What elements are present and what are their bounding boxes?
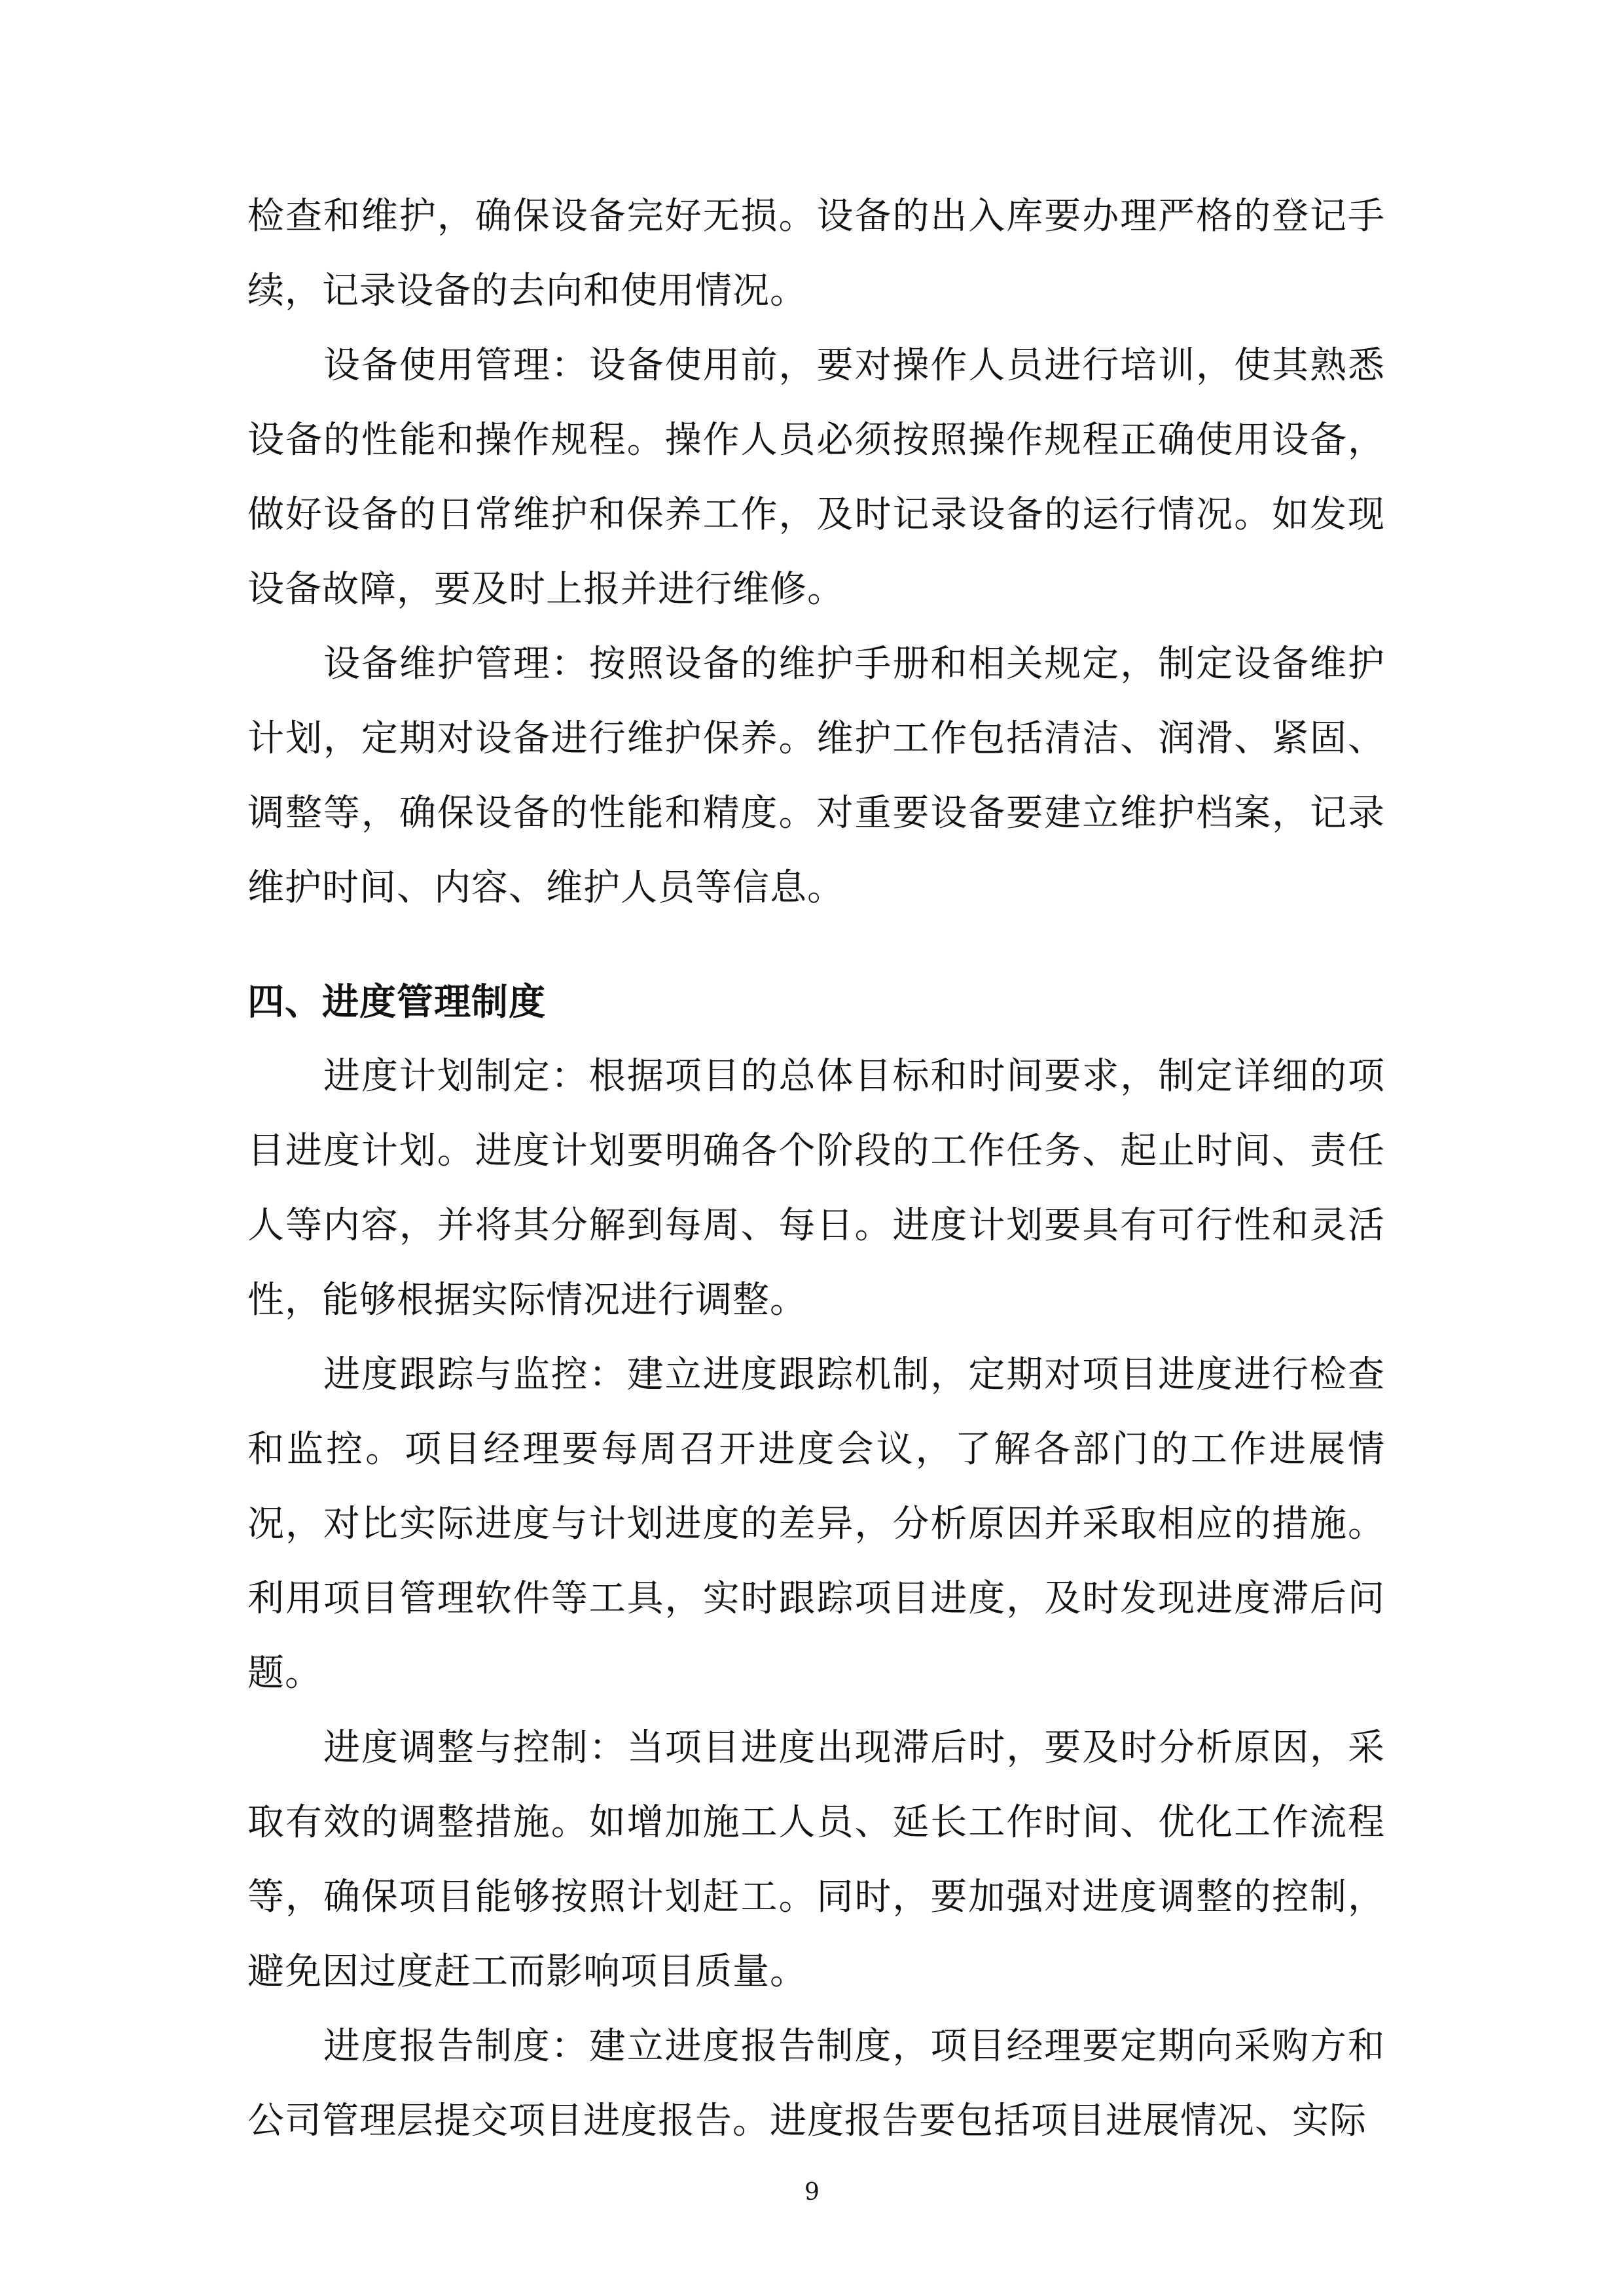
paragraph-schedule-planning: 进度计划制定：根据项目的总体目标和时间要求，制定详细的项目进度计划。进度计划要明确各个阶段的工作任务、起止时间、责任人等内容，并将其分解到每周、每日。进度计划要具有可行性和灵活性，能够根据实际情况进行调整。 <box>247 1055 1385 1321</box>
document-body <box>247 179 1385 2159</box>
paragraph-schedule-adjustment: 进度调整与控制：当项目进度出现滞后时，要及时分析原因，采取有效的调整措施。如增加施工人员、延长工作时间、优化工作流程等，确保项目能够按照计划赶工。同时，要加强对进度调整的控制，避免因过度赶工而影响项目质量。 <box>247 1727 1385 1993</box>
section-heading-schedule-management: 四、进度管理制度 <box>247 980 546 1024</box>
paragraph-equipment-usage: 设备使用管理：设备使用前，要对操作人员进行培训，使其熟悉设备的性能和操作规程。操作人员必须按照操作规程正确使用设备，做好设备的日常维护和保养工作，及时记录设备的运行情况。如发现设备故障，要及时上报并进行维修。 <box>247 344 1385 611</box>
paragraph-schedule-reporting: 进度报告制度：建立进度报告制度，项目经理要定期向采购方和公司管理层提交项目进度报告。进度报告要包括项目进展情况、实际 <box>247 2025 1385 2142</box>
paragraph-schedule-tracking: 进度跟踪与监控：建立进度跟踪机制，定期对项目进度进行检查和监控。项目经理要每周召开进度会议，了解各部门的工作进展情况，对比实际进度与计划进度的差异，分析原因并采取相应的措施。利用项目管理软件等工具，实时跟踪项目进度，及时发现进度滞后问题。 <box>247 1354 1385 1695</box>
paragraph-equipment-maintenance: 设备维护管理：按照设备的维护手册和相关规定，制定设备维护计划，定期对设备进行维护保养。维护工作包括清洁、润滑、紧固、调整等，确保设备的性能和精度。对重要设备要建立维护档案，记录维护时间、内容、维护人员等信息。 <box>247 643 1385 909</box>
paragraph-continuation: 检查和维护，确保设备完好无损。设备的出入库要办理严格的登记手续，记录设备的去向和使用情况。 <box>247 195 1385 312</box>
page-number: 9 <box>804 2179 820 2206</box>
